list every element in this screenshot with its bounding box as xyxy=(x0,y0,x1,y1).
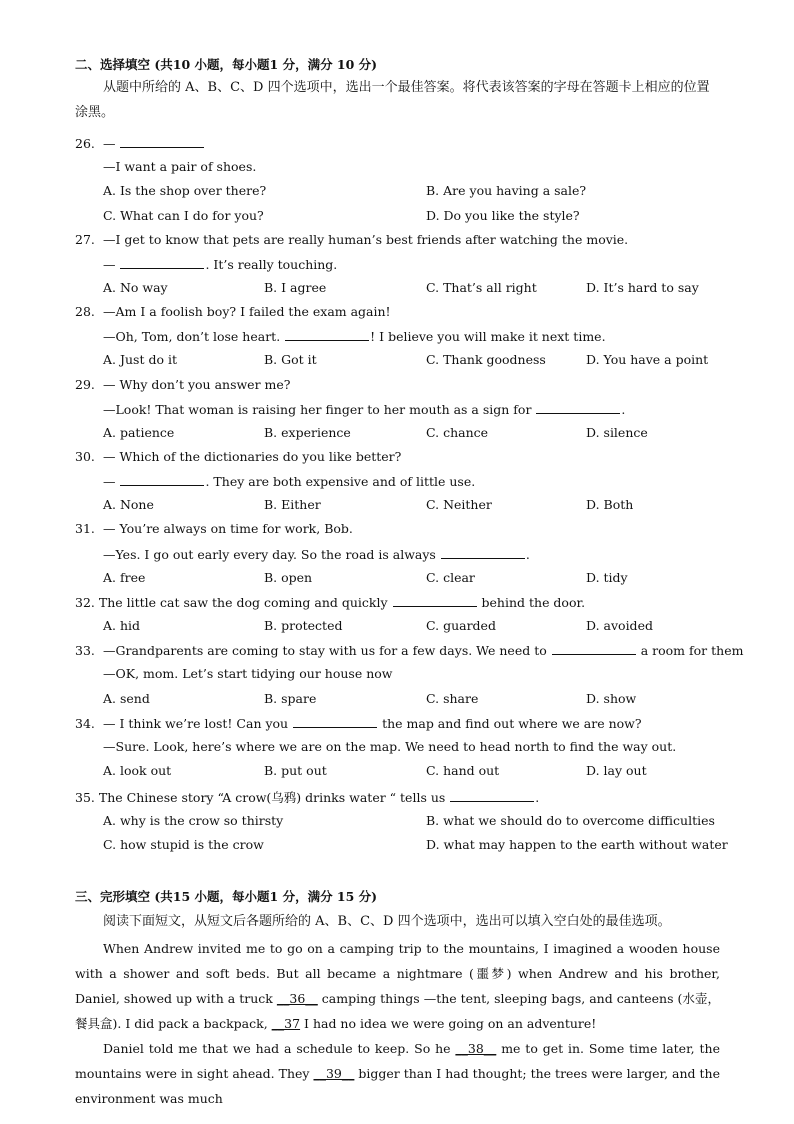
answer-blank xyxy=(293,715,377,728)
instruction-text: 从题中所给的 A、B、C、D 四个选项中，选出一个最佳答案。将代表该答案的字母在答题卡上相应的位置涂黑。 xyxy=(75,80,710,120)
question-line xyxy=(103,256,337,272)
option-d[interactable]: D. Both xyxy=(586,497,634,512)
line-tail: ! I believe you will make it next time. xyxy=(370,329,606,344)
question-line: — I think we’re lost! Can you xyxy=(103,716,289,731)
option-d[interactable]: D. lay out xyxy=(586,763,647,778)
dash: — xyxy=(103,474,116,489)
blank-38: __38__ xyxy=(455,1041,497,1056)
section-instruction xyxy=(75,910,720,935)
answer-blank xyxy=(536,401,620,414)
line-tail: a room for them xyxy=(640,643,744,658)
question-line: — Why don’t you answer me? xyxy=(103,377,291,392)
question-line: —Grandparents are coming to stay with us for a few days. We need to xyxy=(103,643,547,658)
question-30 xyxy=(75,449,401,464)
line-tail: . They are both expensive and of little use. xyxy=(205,474,476,489)
answer-blank xyxy=(285,328,369,341)
option-d[interactable]: D. what may happen to the earth without water xyxy=(426,837,728,852)
question-number: 34. xyxy=(75,716,95,731)
option-b[interactable]: B. I agree xyxy=(264,280,327,295)
question-line: — Which of the dictionaries do you like better? xyxy=(103,449,402,464)
answer-blank xyxy=(393,594,477,607)
option-c[interactable]: C. clear xyxy=(426,570,475,585)
question-32 xyxy=(75,594,585,610)
answer-blank xyxy=(552,642,636,655)
option-d[interactable]: D. Do you like the style? xyxy=(426,208,580,223)
line-tail: . xyxy=(621,402,626,417)
question-number: 32. xyxy=(75,595,95,610)
question-number: 30. xyxy=(75,449,95,464)
line-head: —Look! That woman is raising her finger to her mouth as a sign for xyxy=(103,402,532,417)
answer-blank xyxy=(441,546,525,559)
option-a[interactable]: A. patience xyxy=(103,425,175,440)
section-heading: 二、选择填空 (共10 小题，每小题1 分，满分 10 分) xyxy=(75,57,378,72)
line-head: —Oh, Tom, don’t lose heart. xyxy=(103,329,281,344)
line-tail: . xyxy=(535,790,540,805)
question-number: 26. xyxy=(75,136,95,151)
option-c[interactable]: C. share xyxy=(426,691,479,706)
answer-blank xyxy=(450,789,534,802)
answer-blank xyxy=(120,473,204,486)
question-line xyxy=(103,546,530,562)
option-a[interactable]: A. look out xyxy=(103,763,172,778)
question-line: —Sure. Look, here’s where we are on the map. We need to head north to find the way out. xyxy=(103,739,677,754)
question-number: 35. xyxy=(75,790,95,805)
question-number: 31. xyxy=(75,521,95,536)
question-line xyxy=(103,328,606,344)
option-c[interactable]: C. Neither xyxy=(426,497,492,512)
question-27 xyxy=(75,232,628,247)
option-d[interactable]: D. tidy xyxy=(586,570,628,585)
question-26 xyxy=(75,135,205,151)
passage-text: camping things —the tent, sleeping bags, and canteens (水壶，餐具盒). I did pack a backpack, xyxy=(75,991,720,1031)
option-c[interactable]: C. chance xyxy=(426,425,489,440)
passage-text: bigger than I had thought; the trees were larger, and the environment was much xyxy=(75,1066,721,1106)
option-b[interactable]: B. Are you having a sale? xyxy=(426,183,587,198)
passage-text: me to get in. Some time later, the mountains were in sight ahead. They xyxy=(75,1041,720,1081)
question-number: 28. xyxy=(75,304,95,319)
line-tail: the map and find out where we are now? xyxy=(382,716,642,731)
passage-text: When Andrew invited me to go on a camping trip to the mountains, I imagined a wooden house with a shower and soft beds. But all became a nightmare (噩梦) when Andrew and his brother, Daniel, showed up with a truck xyxy=(75,941,720,1006)
passage-text: Daniel told me that we had a schedule to keep. So he xyxy=(103,1041,451,1056)
question-number: 33. xyxy=(75,643,95,658)
answer-blank xyxy=(120,135,204,148)
blank-37: __37 xyxy=(271,1016,301,1031)
option-b[interactable]: B. protected xyxy=(264,618,343,633)
passage-text: I had no idea we were going on an adventure! xyxy=(304,1016,597,1031)
option-c[interactable]: C. What can I do for you? xyxy=(103,208,264,223)
option-a[interactable]: A. send xyxy=(103,691,150,706)
question-line: —I want a pair of shoes. xyxy=(103,159,257,174)
question-line: —OK, mom. Let’s start tidying our house now xyxy=(103,666,393,681)
option-b[interactable]: B. open xyxy=(264,570,313,585)
option-a[interactable]: A. Is the shop over there? xyxy=(103,183,267,198)
option-b[interactable]: B. Either xyxy=(264,497,321,512)
question-35 xyxy=(75,788,539,806)
question-line: —I get to know that pets are really human’s best friends after watching the movie. xyxy=(103,232,629,247)
option-a[interactable]: A. Just do it xyxy=(103,352,177,367)
question-31 xyxy=(75,521,353,536)
option-b[interactable]: B. put out xyxy=(264,763,327,778)
cloze-passage xyxy=(75,936,720,1111)
question-line: The little cat saw the dog coming and quickly xyxy=(98,595,388,610)
line-tail: . xyxy=(525,547,530,562)
question-line: — You’re always on time for work, Bob. xyxy=(103,521,353,536)
question-line xyxy=(103,473,475,489)
option-c[interactable]: C. hand out xyxy=(426,763,500,778)
option-d[interactable]: D. It’s hard to say xyxy=(586,280,699,295)
line-tail: . It’s really touching. xyxy=(205,257,338,272)
question-number: 29. xyxy=(75,377,95,392)
blank-36: __36__ xyxy=(276,991,318,1006)
question-33 xyxy=(75,642,743,658)
option-a[interactable]: A. hid xyxy=(103,618,141,633)
question-line xyxy=(103,401,625,417)
option-a[interactable]: A. why is the crow so thirsty xyxy=(103,813,284,828)
question-line: — xyxy=(103,136,116,151)
option-d[interactable]: D. silence xyxy=(586,425,648,440)
question-number: 27. xyxy=(75,232,95,247)
section-instruction xyxy=(75,76,720,125)
option-c[interactable]: C. how stupid is the crow xyxy=(103,837,264,852)
option-d[interactable]: D. You have a point xyxy=(586,352,709,367)
option-d[interactable]: D. show xyxy=(586,691,637,706)
question-29 xyxy=(75,377,290,392)
option-c[interactable]: C. Thank goodness xyxy=(426,352,546,367)
line-head: —Yes. I go out early every day. So the road is always xyxy=(103,547,436,562)
option-c[interactable]: C. That’s all right xyxy=(426,280,537,295)
instruction-text: 阅读下面短文，从短文后各题所给的 A、B、C、D 四个选项中，选出可以填入空白处的最佳选项。 xyxy=(103,914,671,929)
option-a[interactable]: A. No way xyxy=(103,280,168,295)
question-34 xyxy=(75,715,642,731)
option-d[interactable]: D. avoided xyxy=(586,618,653,633)
question-line: —Am I a foolish boy? I failed the exam again! xyxy=(103,304,391,319)
option-b[interactable]: B. experience xyxy=(264,425,351,440)
blank-39: __39__ xyxy=(313,1066,355,1081)
dash: — xyxy=(103,257,116,272)
question-line: The Chinese story “A crow(乌鸦) drinks water “ tells us xyxy=(98,790,446,805)
answer-blank xyxy=(120,256,204,269)
option-c[interactable]: C. guarded xyxy=(426,618,496,633)
line-tail: behind the door. xyxy=(481,595,586,610)
section-heading: 三、完形填空 (共15 小题，每小题1 分，满分 15 分) xyxy=(75,889,378,904)
option-b[interactable]: B. what we should do to overcome difficulties xyxy=(426,813,715,828)
option-b[interactable]: B. Got it xyxy=(264,352,317,367)
question-28 xyxy=(75,304,391,319)
option-a[interactable]: A. free xyxy=(103,570,146,585)
option-b[interactable]: B. spare xyxy=(264,691,317,706)
option-a[interactable]: A. None xyxy=(103,497,154,512)
